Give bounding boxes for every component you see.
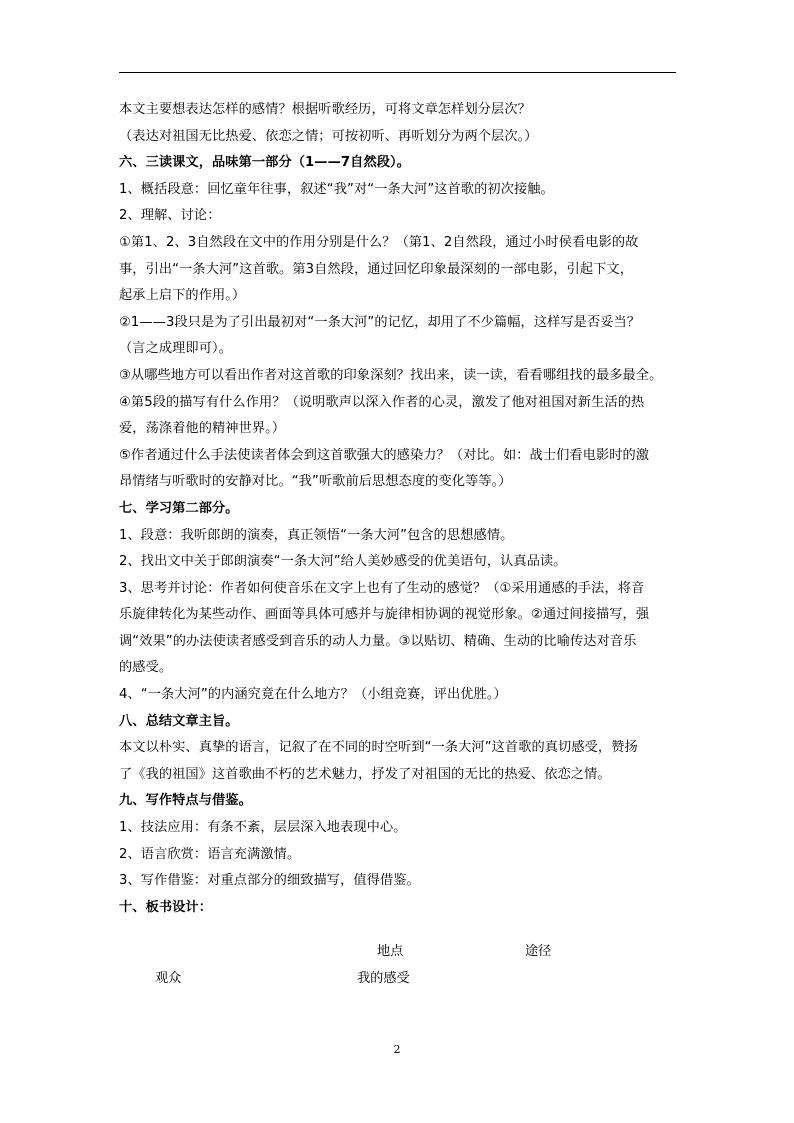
text-line: （言之成理即可）。 <box>119 341 232 357</box>
document-body <box>119 97 689 921</box>
board-audience: 观众 <box>155 971 182 986</box>
text-line: 起承上启下的作用。） <box>119 288 246 304</box>
text-line: 3、写作借鉴：对重点部分的细致描写，值得借鉴。 <box>119 873 420 889</box>
text-line: 爱，荡涤着他的精神世界。） <box>119 421 286 437</box>
section-heading: 七、学习第二部分。 <box>119 500 239 516</box>
text-line: ①第1、2、3自然段在文中的作用分别是什么？（第1、2自然段，通过小时侯看电影的故 <box>119 234 639 250</box>
text-line: 本文以朴实、真挚的语言，记叙了在不同的时空听到“一条大河”这首歌的真切感受，赞扬 <box>119 740 638 756</box>
text-line: 调“效果”的办法使读者感受到音乐的动人力量。③以贴切、精确、生动的比喻传达对音乐 <box>119 633 637 649</box>
text-line: ④第5段的描写有什么作用？（说明歌声以深入作者的心灵，激发了他对祖国对新生活的热 <box>119 394 645 410</box>
section-heading: 八、总结文章主旨。 <box>119 713 239 729</box>
text-line: 2、理解、讨论： <box>119 208 221 224</box>
board-place: 地点 <box>377 944 404 959</box>
text-line: ②1——3段只是为了引出最初对“一条大河”的记忆，却用了不少篇幅，这样写是否妥当？ <box>119 314 641 330</box>
text-line: 2、语言欣赏：语言充满激情。 <box>119 846 301 862</box>
text-line: （表达对祖国无比热爱、依恋之情；可按初听、再听划分为两个层次。） <box>119 128 538 144</box>
text-line: 1、技法应用：有条不紊，层层深入地表现中心。 <box>119 820 407 836</box>
text-line: 3、思考并讨论：作者如何使音乐在文字上也有了生动的感觉？（①采用通感的手法，将音 <box>119 580 645 596</box>
section-heading: 九、写作特点与借鉴。 <box>119 793 252 809</box>
text-line: 的感受。 <box>119 660 173 676</box>
blackboard-design <box>119 935 676 995</box>
text-line: 1、段意：我听郎朗的演奏，真正领悟“一条大河”包含的思想感情。 <box>119 527 514 543</box>
text-line: ③从哪些地方可以看出作者对这首歌的印象深刻？找出来，读一读，看看哪组找的最多最全。 <box>119 367 663 383</box>
board-feeling: 我的感受 <box>357 971 410 986</box>
text-line: 事，引出“一条大河”这首歌。第3自然段，通过回忆印象最深刻的一部电影，引起下文， <box>119 261 633 277</box>
header-rule <box>119 72 676 73</box>
text-line: 昂情绪与听歌时的安静对比。“我”听歌前后思想态度的变化等等。） <box>119 474 512 490</box>
board-route: 途径 <box>525 944 552 959</box>
text-line: 本文主要想表达怎样的感情？根据听歌经历，可将文章怎样划分层次？ <box>119 102 531 117</box>
text-line: 4、“一条大河”的内涵究竟在什么地方？（小组竞赛，评出优胜。） <box>119 687 507 703</box>
text-line: ⑤作者通过什么手法使读者体会到这首歌强大的感染力？（对比。如：战士们看电影时的激 <box>119 447 650 463</box>
text-line: 2、找出文中关于郎朗演奏“一条大河”给人美妙感受的优美语句，认真品读。 <box>119 554 567 570</box>
page-number: 2 <box>393 1043 401 1056</box>
text-line: 1、概括段意：回忆童年往事，叙述“我”对“一条大河”这首歌的初次接触。 <box>119 181 554 197</box>
text-line: 乐旋律转化为某些动作、画面等具体可感并与旋律相协调的视觉形象。②通过间接描写，强 <box>119 607 650 623</box>
section-heading: 十、板书设计： <box>119 899 213 915</box>
text-line: 了《我的祖国》这首歌曲不朽的艺术魅力，抒发了对祖国的无比的热爱、依恋之情。 <box>119 766 611 782</box>
section-heading: 六、三读课文，品味第一部分（1——7自然段）。 <box>119 155 410 171</box>
